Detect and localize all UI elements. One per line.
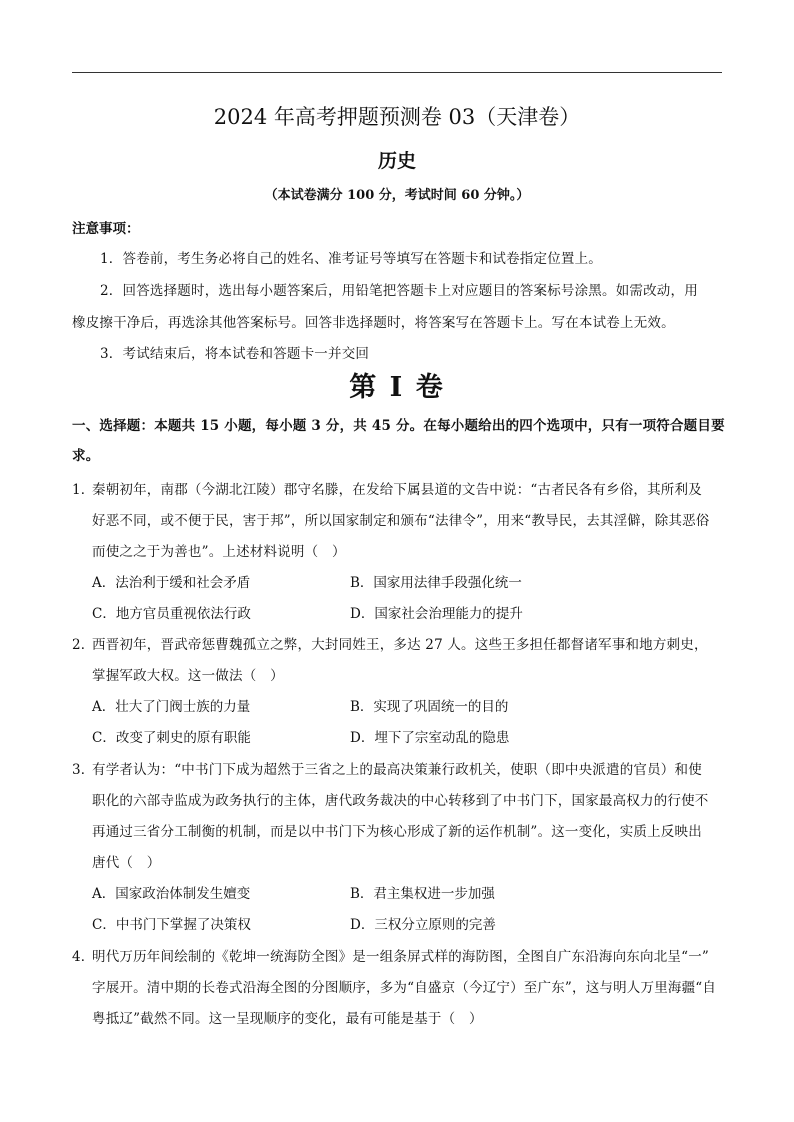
option-a: A．国家政治体制发生嬗变 [92, 886, 251, 902]
exam-title: 2024 年高考押题预测卷 03（天津卷） [213, 105, 581, 129]
question-text: 字展开。清中期的长卷式沿海全图的分图顺序，多为“自盛京（今辽宁）至广东”，这与明人万里海疆“自 [92, 980, 717, 996]
question-text: 西晋初年，晋武帝惩曹魏孤立之弊，大封同姓王，多达 27 人。这些王多担任都督诸军事和地方刺史， [92, 637, 708, 653]
option-d: D．国家社会治理能力的提升 [350, 606, 523, 622]
question-number: 1． [72, 482, 95, 498]
question-text: 而使之之于为善也”。上述材料说明（ ） [92, 544, 346, 560]
option-c: C．中书门下掌握了决策权 [92, 917, 251, 933]
option-b: B．君主集权进一步加强 [350, 886, 495, 902]
option-c: C．地方官员重视依法行政 [92, 606, 251, 622]
section-intro: 一、选择题：本题共 15 小题，每小题 3 分，共 45 分。在每小题给出的四个选项中，只有一项符合题目要 [72, 418, 725, 434]
question-text: 唐代（ ） [92, 855, 161, 871]
instruction-item: 2．回答选择题时，选出每小题答案后，用铅笔把答题卡上对应题目的答案标号涂黑。如需改动，用 [100, 283, 698, 299]
option-c: C．改变了刺史的原有职能 [92, 730, 251, 746]
section-intro: 求。 [72, 448, 100, 464]
option-d: D．埋下了宗室动乱的隐患 [350, 730, 510, 746]
question-number: 4． [72, 949, 95, 965]
option-a: A．壮大了门阀士族的力量 [92, 699, 251, 715]
question-number: 2． [72, 637, 95, 653]
instruction-item: 3．考试结束后，将本试卷和答题卡一并交回 [100, 346, 370, 362]
question-text: 有学者认为：“中书门下成为超然于三省之上的最高决策兼行政机关，使职（即中央派遣的官员）和使 [92, 762, 702, 778]
question-text: 粤抵辽”截然不同。这一呈现顺序的变化，最有可能是基于（ ） [92, 1011, 483, 1027]
instruction-item: 1．答卷前，考生务必将自己的姓名、准考证号等填写在答题卡和试卷指定位置上。 [100, 251, 602, 267]
option-d: D．三权分立原则的完善 [350, 917, 496, 933]
header-rule [72, 72, 722, 73]
exam-note: （本试卷满分 100 分，考试时间 60 分钟。） [264, 188, 530, 203]
question-text: 好恶不同，或不便于民，害于邦”，所以国家制定和颁布“法律令”，用来“教导民，去其淫僻，除其恶俗 [92, 513, 710, 529]
question-text: 秦朝初年，南郡（今湖北江陵）郡守名滕，在发给下属县道的文告中说：“古者民各有乡俗，其所利及 [92, 482, 702, 498]
question-text: 职化的六部寺监成为政务执行的主体，唐代政务裁决的中心转移到了中书门下，国家最高权力的行使不 [92, 793, 709, 809]
question-text: 明代万历年间绘制的《乾坤一统海防全图》是一组条屏式样的海防图，全图自广东沿海向东向北呈“一” [92, 949, 710, 965]
question-number: 3． [72, 762, 95, 778]
option-b: B．实现了巩固统一的目的 [350, 699, 509, 715]
option-a: A．法治利于缓和社会矛盾 [92, 575, 251, 591]
question-text: 再通过三省分工制衡的机制，而是以中书门下为核心形成了新的运作机制”。这一变化，实质上反映出 [92, 824, 702, 840]
option-b: B．国家用法律手段强化统一 [350, 575, 522, 591]
instructions-heading: 注意事项： [72, 221, 140, 237]
question-text: 掌握军政大权。这一做法（ ） [92, 668, 284, 684]
subject-title: 历史 [377, 150, 416, 172]
section-title: 第 I 卷 [349, 372, 445, 403]
instruction-item: 橡皮擦干净后，再选涂其他答案标号。回答非选择题时，将答案写在答题卡上。写在本试卷上无效。 [72, 315, 675, 331]
